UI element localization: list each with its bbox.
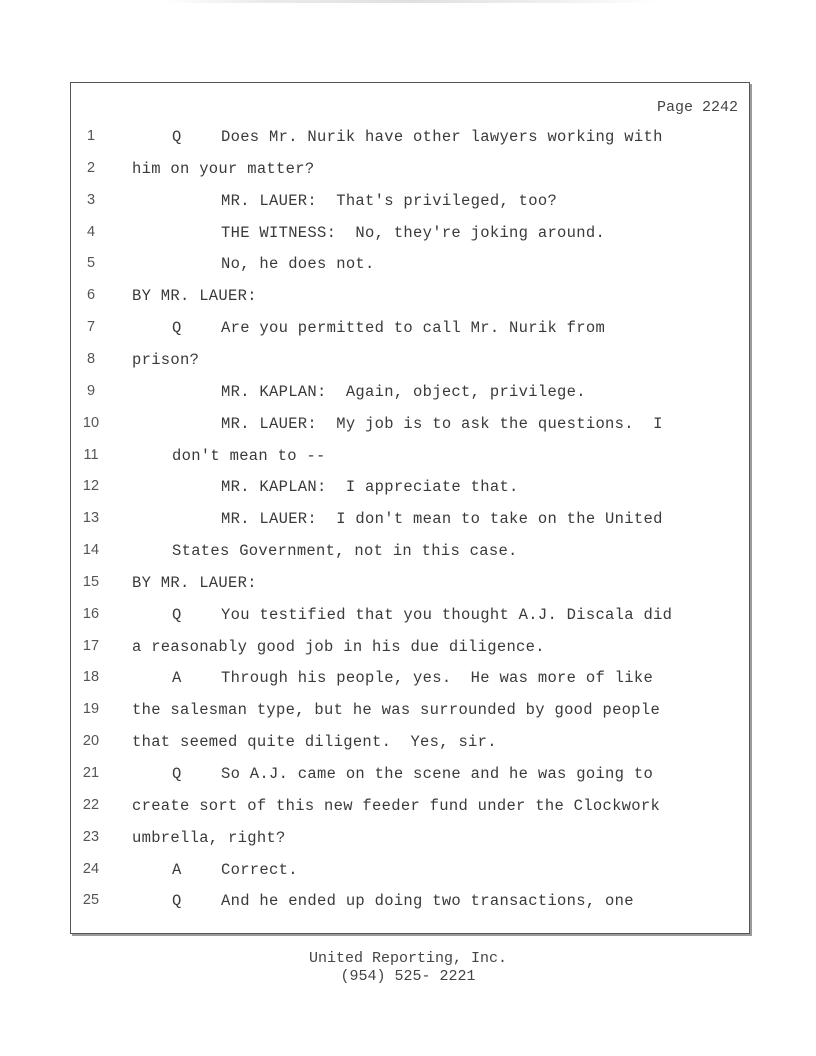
line-number: 12 [82, 478, 100, 495]
line-number: 17 [82, 637, 100, 654]
transcript-line [0, 701, 816, 725]
transcript-line [0, 861, 816, 885]
line-number: 5 [86, 255, 96, 272]
page-number: Page 2242 [656, 99, 738, 116]
footer-company: United Reporting, Inc. [308, 950, 508, 967]
line-number: 22 [82, 796, 100, 813]
line-text: So A.J. came on the scene and he was going to [221, 765, 654, 783]
line-text: Are you permitted to call Mr. Nurik from [221, 319, 606, 338]
line-number: 2 [86, 159, 96, 176]
line-text: create sort of this new feeder fund under the Clockwork [132, 796, 661, 815]
transcript-line [0, 447, 816, 471]
line-text: a reasonably good job in his due diligence. [132, 637, 545, 656]
transcript-line [0, 574, 816, 598]
transcript-line [0, 892, 816, 916]
line-number: 25 [82, 892, 100, 909]
line-text: prison? [132, 350, 200, 369]
transcript-line [0, 797, 816, 821]
line-number: 21 [82, 765, 100, 781]
transcript-line [0, 733, 816, 757]
line-text: Through his people, yes. He was more of like [221, 669, 654, 688]
line-text: that seemed quite diligent. Yes, sir. [132, 733, 497, 752]
transcript-line [0, 478, 816, 502]
line-text: umbrella, right? [132, 828, 286, 847]
speaker-prefix: A [172, 669, 182, 688]
transcript-line [0, 765, 816, 789]
line-text: BY MR. LAUER: [132, 287, 257, 306]
line-number: 24 [82, 860, 100, 877]
line-number: 23 [82, 828, 100, 845]
transcript-line [0, 287, 816, 311]
transcript-line [0, 669, 816, 693]
line-number: 4 [86, 223, 96, 240]
line-text: And he ended up doing two transactions, one [221, 892, 634, 911]
transcript-line [0, 224, 816, 248]
line-number: 18 [82, 669, 100, 686]
line-text: Correct. [221, 860, 298, 879]
transcript-line [0, 128, 816, 152]
line-number: 20 [82, 733, 100, 750]
speaker-prefix: Q [172, 765, 182, 783]
line-text: You testified that you thought A.J. Discala did [221, 605, 673, 624]
transcript-line [0, 829, 816, 853]
line-text: don't mean to -- [172, 446, 326, 465]
speaker-prefix: Q [172, 128, 182, 146]
line-text: MR. LAUER: I don't mean to take on the United [221, 510, 663, 529]
line-number: 10 [82, 414, 100, 431]
transcript-line [0, 638, 816, 662]
line-number: 6 [86, 287, 96, 304]
footer-phone: (954) 525- 2221 [340, 968, 476, 985]
line-number: 1 [86, 128, 96, 144]
line-text: States Government, not in this case. [172, 542, 518, 561]
transcript-line [0, 351, 816, 375]
transcript-line [0, 606, 816, 630]
line-text: Does Mr. Nurik have other lawyers working with [221, 128, 663, 146]
line-number: 7 [86, 319, 96, 336]
speaker-prefix: Q [172, 605, 182, 624]
transcript-line [0, 510, 816, 534]
line-number: 9 [86, 382, 96, 399]
transcript-line [0, 383, 816, 407]
speaker-prefix: Q [172, 892, 182, 911]
line-text: MR. KAPLAN: Again, object, privilege. [221, 382, 586, 401]
line-text: MR. LAUER: My job is to ask the questions. I [221, 414, 663, 433]
line-text: MR. KAPLAN: I appreciate that. [221, 478, 519, 497]
speaker-prefix: A [172, 860, 182, 879]
transcript-line [0, 160, 816, 184]
line-number: 15 [82, 573, 100, 590]
line-text: BY MR. LAUER: [132, 573, 257, 592]
line-number: 3 [86, 191, 96, 208]
line-number: 16 [82, 605, 100, 622]
line-text: MR. LAUER: That's privileged, too? [221, 191, 558, 210]
line-text: No, he does not. [221, 255, 375, 274]
line-text: THE WITNESS: No, they're joking around. [221, 223, 606, 242]
transcript-line [0, 255, 816, 279]
line-number: 19 [82, 701, 100, 718]
line-number: 8 [86, 350, 96, 367]
transcript-line [0, 542, 816, 566]
transcript-line [0, 192, 816, 216]
line-text: him on your matter? [132, 159, 315, 178]
speaker-prefix: Q [172, 319, 182, 338]
line-text: the salesman type, but he was surrounded by good people [132, 701, 661, 720]
line-number: 14 [82, 542, 100, 559]
line-number: 11 [83, 446, 99, 463]
transcript-line [0, 319, 816, 343]
line-number: 13 [82, 510, 100, 527]
transcript-line [0, 415, 816, 439]
scan-artifact [160, 0, 660, 3]
